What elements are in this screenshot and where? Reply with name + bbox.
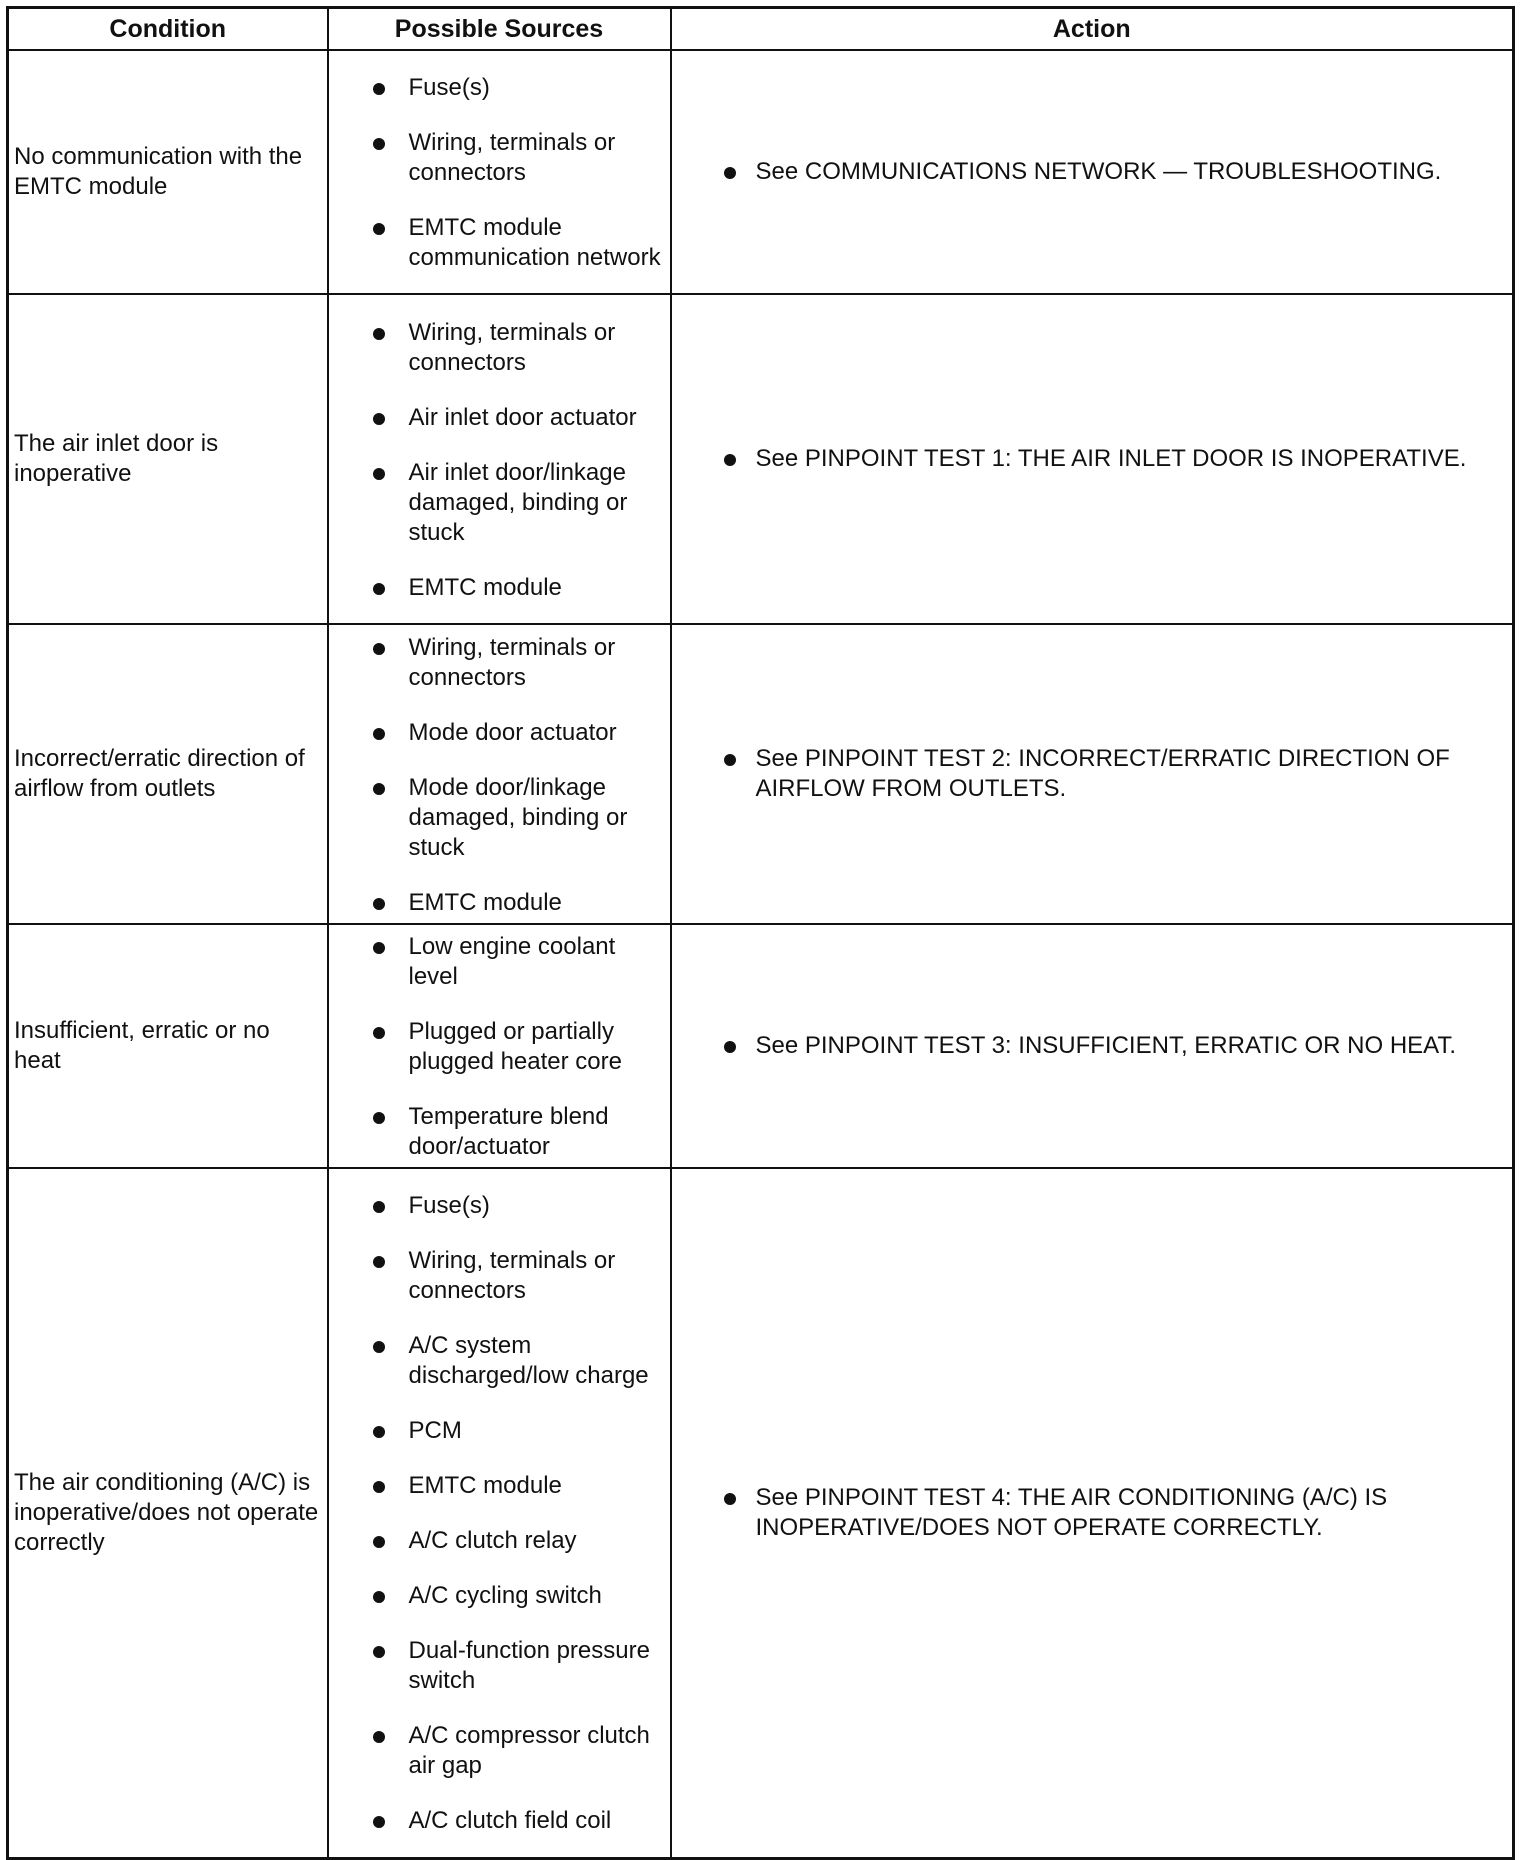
sources-list bbox=[371, 1191, 662, 1836]
action-cell bbox=[671, 924, 1514, 1168]
condition-cell: Insufficient, erratic or no heat bbox=[8, 924, 328, 1168]
action-item: See PINPOINT TEST 1: THE AIR INLET DOOR IS INOPERATIVE. bbox=[722, 444, 1493, 474]
source-item: Air inlet door/linkage damaged, binding or stuck bbox=[371, 458, 662, 548]
action-item: See PINPOINT TEST 3: INSUFFICIENT, ERRATIC OR NO HEAT. bbox=[722, 1031, 1493, 1061]
action-cell bbox=[671, 50, 1514, 294]
condition-cell: The air conditioning (A/C) is inoperative/does not operate correctly bbox=[8, 1168, 328, 1858]
source-item: Temperature blend door/actuator bbox=[371, 1102, 662, 1162]
source-item: A/C compressor clutch air gap bbox=[371, 1721, 662, 1781]
action-item: See PINPOINT TEST 4: THE AIR CONDITIONING (A/C) IS INOPERATIVE/DOES NOT OPERATE CORRECTLY. bbox=[722, 1483, 1493, 1543]
sources-list bbox=[371, 932, 662, 1162]
source-item: EMTC module communication network bbox=[371, 213, 662, 273]
header-condition: Condition bbox=[8, 8, 328, 51]
action-item: See COMMUNICATIONS NETWORK — TROUBLESHOOTING. bbox=[722, 157, 1493, 187]
source-item: A/C clutch relay bbox=[371, 1526, 662, 1556]
source-item: Mode door actuator bbox=[371, 718, 662, 748]
action-item: See PINPOINT TEST 2: INCORRECT/ERRATIC DIRECTION OF AIRFLOW FROM OUTLETS. bbox=[722, 744, 1493, 804]
action-list bbox=[722, 157, 1493, 187]
table-row bbox=[8, 50, 1514, 294]
action-cell bbox=[671, 624, 1514, 924]
source-item: Wiring, terminals or connectors bbox=[371, 128, 662, 188]
source-item: EMTC module bbox=[371, 573, 662, 603]
source-item: Fuse(s) bbox=[371, 1191, 662, 1221]
action-list bbox=[722, 444, 1493, 474]
source-item: Low engine coolant level bbox=[371, 932, 662, 992]
header-possible-sources: Possible Sources bbox=[328, 8, 671, 51]
action-cell bbox=[671, 294, 1514, 624]
condition-cell: The air inlet door is inoperative bbox=[8, 294, 328, 624]
header-row bbox=[8, 8, 1514, 51]
sources-list bbox=[371, 73, 662, 273]
sources-cell bbox=[328, 294, 671, 624]
source-item: Fuse(s) bbox=[371, 73, 662, 103]
source-item: A/C system discharged/low charge bbox=[371, 1331, 662, 1391]
condition-cell: Incorrect/erratic direction of airflow from outlets bbox=[8, 624, 328, 924]
source-item: PCM bbox=[371, 1416, 662, 1446]
source-item: Dual-function pressure switch bbox=[371, 1636, 662, 1696]
source-item: Mode door/linkage damaged, binding or stuck bbox=[371, 773, 662, 863]
source-item: Wiring, terminals or connectors bbox=[371, 318, 662, 378]
action-cell bbox=[671, 1168, 1514, 1858]
source-item: A/C clutch field coil bbox=[371, 1806, 662, 1836]
sources-cell bbox=[328, 624, 671, 924]
sources-cell bbox=[328, 924, 671, 1168]
sources-cell bbox=[328, 1168, 671, 1858]
action-list bbox=[722, 1483, 1493, 1543]
source-item: Wiring, terminals or connectors bbox=[371, 633, 662, 693]
source-item: Air inlet door actuator bbox=[371, 403, 662, 433]
condition-cell: No communication with the EMTC module bbox=[8, 50, 328, 294]
source-item: A/C cycling switch bbox=[371, 1581, 662, 1611]
source-item: Plugged or partially plugged heater core bbox=[371, 1017, 662, 1077]
table-body bbox=[8, 50, 1514, 1858]
action-list bbox=[722, 744, 1493, 804]
action-list bbox=[722, 1031, 1493, 1061]
source-item: EMTC module bbox=[371, 888, 662, 918]
source-item: Wiring, terminals or connectors bbox=[371, 1246, 662, 1306]
table-row bbox=[8, 1168, 1514, 1858]
table-row bbox=[8, 294, 1514, 624]
symptom-chart-table bbox=[6, 6, 1515, 1860]
sources-list bbox=[371, 633, 662, 918]
sources-cell bbox=[328, 50, 671, 294]
sources-list bbox=[371, 318, 662, 603]
table-row bbox=[8, 624, 1514, 924]
table-row bbox=[8, 924, 1514, 1168]
source-item: EMTC module bbox=[371, 1471, 662, 1501]
header-action: Action bbox=[671, 8, 1514, 51]
